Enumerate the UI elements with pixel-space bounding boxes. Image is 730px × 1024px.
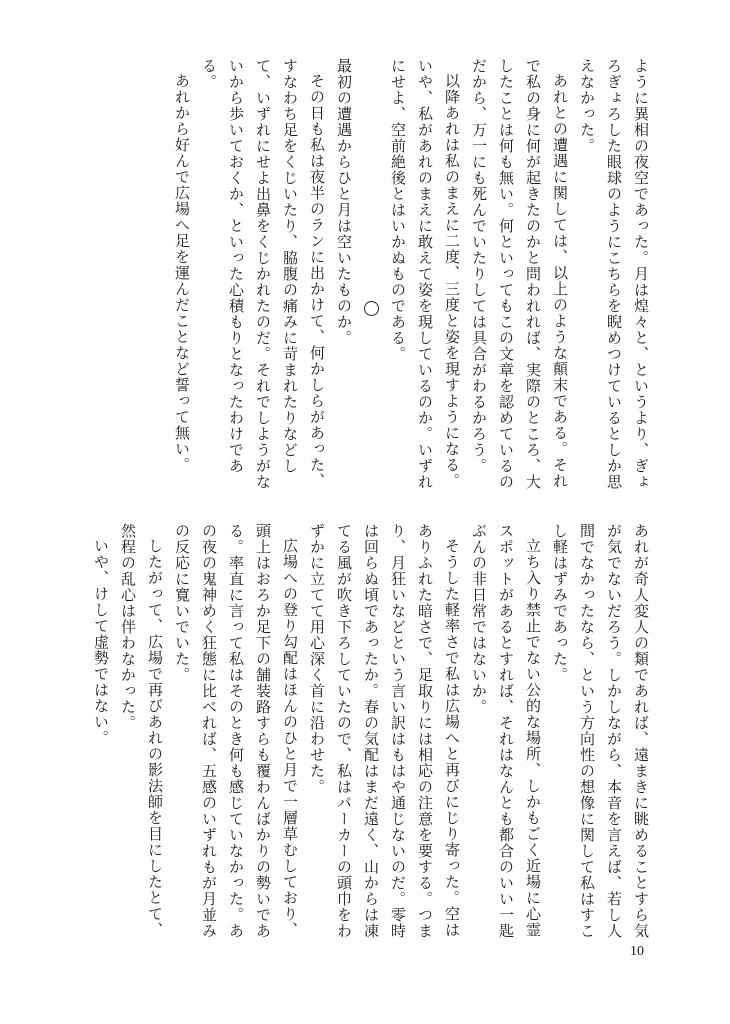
paragraph: ように異相の夜空であった。月は煌々と、というより、ぎょろぎょろした眼球のようにこちらを睨めつけているとしか思えなかった。 <box>578 58 650 490</box>
paragraph: そうした軽率さで私は広場へと再びにじり寄った。空はありふれた暗さで、足取りには相応の注意を要する。つまり、月狂いなどという言い訳はもはや通じないのだ。零時は回らぬ頃であったか。春の気配はまだ遠く、山からは凍てる風が吹き下ろしていたので、私はパーカーの頭巾をわずかに立てて用心深く首に沿わせた。 <box>308 523 461 939</box>
paragraph: 最初の遭遇からひと月は空いたものか。 <box>335 58 353 346</box>
paragraph: あれから好んで広場へ足を運んだことなど誓って無い。 <box>173 73 191 473</box>
top-text-block <box>94 58 654 498</box>
paragraph: 以降あれは私のまえに二度、三度と姿を現すようになる。いや、私があれのまえに敢えて姿を現しているのか。いずれにせよ、空前絶後とはいかぬものである。 <box>389 58 461 490</box>
section-separator <box>357 58 384 498</box>
paragraph: 広場への登り勾配はほんのひと月で一層草むしており、頭上はおろか足下の舗装路すらも覆わんばかりの勢いである。率直に言って私はそのとき何も感じていなかった。あの夜の鬼神めく狂態に比べれば、五感のいずれもが月並みの反応に寛いでいた。 <box>173 523 299 939</box>
paragraph: あれが奇人変人の類であれば、遠まきに眺めることすら気が気でないだろう。しかしながら、本音を言えば、若し人間でなかったなら、という方向性の想像に関して私はすこし軽はずみであった。 <box>551 523 650 939</box>
paragraph: あれとの遭遇に関しては、以上のような顛末である。それで私の身に何が起きたのかと問われれば、実際のところ、大したことは何も無い。何といってもこの文章を認めているのだから、万一にも死んでいたりしては具合がわるかろう。 <box>470 58 569 490</box>
paragraph: その日も私は夜半のランに出かけて、何かしらがあった、すなわち足をくじいたり、脇腹の痛みに苛まれたりなどして、いずれにせよ出鼻をくじかれたのだ。それでしようがないから歩いておくか、といった心積もりとなったわけである。 <box>200 58 326 490</box>
paragraph: したがって、広場で再びあれの影法師を目にしたとて、然程の乱心は伴わなかった。 <box>119 523 164 938</box>
paragraph: いや、けして虚勢ではない。 <box>92 538 110 746</box>
circle-separator-icon <box>364 301 379 316</box>
page-number: 10 <box>630 944 644 959</box>
paragraph: 立ち入り禁止でない公的な場所、しかもごく近場に心霊スポットがあるとすれば、それはなんとも都合のいい一匙ぶんの非日常ではないか。 <box>470 523 542 939</box>
bottom-text-block <box>94 523 654 943</box>
